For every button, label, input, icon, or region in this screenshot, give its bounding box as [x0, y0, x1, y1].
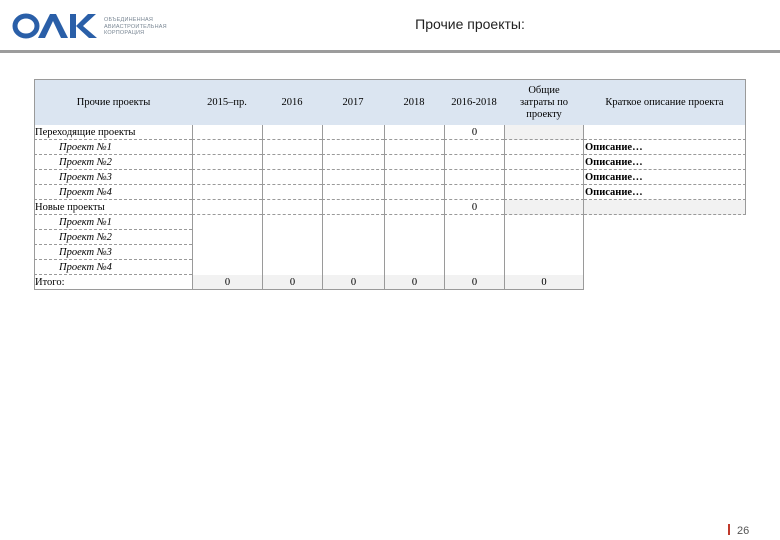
col-header-2016-2018: 2016-2018: [444, 79, 504, 125]
table-cell: [384, 245, 444, 260]
table-cell: [262, 245, 322, 260]
col-header-2017: 2017: [322, 79, 384, 125]
table-cell: [444, 230, 504, 245]
description-cell: Описание…: [584, 170, 746, 185]
table-cell: [192, 245, 262, 260]
table-cell: [262, 230, 322, 245]
table-cell: [322, 230, 384, 245]
table-cell: [262, 260, 322, 275]
table-cell: [384, 170, 444, 185]
oak-logo-mark-icon: [12, 12, 98, 40]
table-cell: [192, 200, 262, 215]
table-cell: [322, 155, 384, 170]
col-header-projects: Прочие проекты: [34, 79, 192, 125]
table-cell: [192, 155, 262, 170]
row-label: Проект №2: [34, 230, 192, 245]
table-cell: [322, 125, 384, 140]
table-cell: [262, 125, 322, 140]
table-cell: [192, 170, 262, 185]
table-cell: 0: [504, 275, 584, 290]
table-cell: [504, 200, 584, 215]
table-cell: [384, 260, 444, 275]
description-cell: Описание…: [584, 155, 746, 170]
header-divider: [0, 50, 780, 53]
col-header-2015: 2015–пр.: [192, 79, 262, 125]
table-cell: [262, 140, 322, 155]
table-cell: [384, 230, 444, 245]
table-cell: [504, 140, 584, 155]
row-label: Итого:: [34, 275, 192, 290]
description-cell: Описание…: [584, 185, 746, 200]
table-cell: [504, 215, 584, 230]
table-cell: [322, 185, 384, 200]
table-cell: [444, 155, 504, 170]
description-cell: [584, 125, 746, 140]
table-cell: [192, 185, 262, 200]
logo-caption: ОБЪЕДИНЕННАЯ АВИАСТРОИТЕЛЬНАЯ КОРПОРАЦИЯ: [104, 17, 167, 36]
table-cell: [444, 215, 504, 230]
table-cell: [322, 140, 384, 155]
table-cell: [504, 170, 584, 185]
table-cell: 0: [444, 200, 504, 215]
row-label: Проект №3: [34, 170, 192, 185]
table-cell: [444, 185, 504, 200]
table-cell: [444, 140, 504, 155]
table-cell: [192, 230, 262, 245]
table-cell: [262, 155, 322, 170]
row-label: Проект №2: [34, 155, 192, 170]
table-cell: [504, 260, 584, 275]
description-cell: [584, 200, 746, 215]
row-label: Переходящие проекты: [34, 125, 192, 140]
table-cell: [444, 260, 504, 275]
col-header-description: Краткое описание проекта: [584, 79, 746, 125]
table-cell: [504, 230, 584, 245]
col-header-total-cost: Общие затраты по проекту: [504, 79, 584, 125]
row-label: Проект №4: [34, 260, 192, 275]
table-cell: 0: [322, 275, 384, 290]
table-cell: [384, 215, 444, 230]
row-label: Проект №1: [34, 215, 192, 230]
table-cell: [262, 170, 322, 185]
table-cell: [322, 260, 384, 275]
col-header-2018: 2018: [384, 79, 444, 125]
table-cell: [384, 200, 444, 215]
projects-table: [34, 79, 746, 289]
table-cell: [192, 260, 262, 275]
table-cell: [384, 185, 444, 200]
page-title: Прочие проекты:: [415, 16, 525, 32]
table-cell: [444, 245, 504, 260]
table-cell: [504, 245, 584, 260]
table-cell: [322, 170, 384, 185]
page-number: [728, 524, 749, 537]
page-number-text: 26: [737, 525, 750, 537]
oak-logo: [12, 12, 167, 42]
table-cell: [384, 155, 444, 170]
table-cell: [262, 185, 322, 200]
table-cell: [192, 215, 262, 230]
row-label: Проект №4: [34, 185, 192, 200]
page-number-accent: [728, 524, 730, 535]
row-label: Новые проекты: [34, 200, 192, 215]
description-cell: Описание…: [584, 140, 746, 155]
table-cell: [192, 140, 262, 155]
table-cell: [384, 125, 444, 140]
table-cell: [504, 185, 584, 200]
table-cell: 0: [444, 275, 504, 290]
table-cell: 0: [384, 275, 444, 290]
table-cell: [262, 215, 322, 230]
table-cell: [384, 140, 444, 155]
table-cell: [504, 155, 584, 170]
row-label: Проект №1: [34, 140, 192, 155]
table-cell: [262, 200, 322, 215]
table-cell: [322, 245, 384, 260]
table-cell: 0: [444, 125, 504, 140]
col-header-2016: 2016: [262, 79, 322, 125]
row-label: Проект №3: [34, 245, 192, 260]
table-cell: 0: [192, 275, 262, 290]
table-cell: [322, 215, 384, 230]
table-cell: [444, 170, 504, 185]
table-cell: 0: [262, 275, 322, 290]
table-cell: [504, 125, 584, 140]
table-cell: [192, 125, 262, 140]
table-cell: [322, 200, 384, 215]
